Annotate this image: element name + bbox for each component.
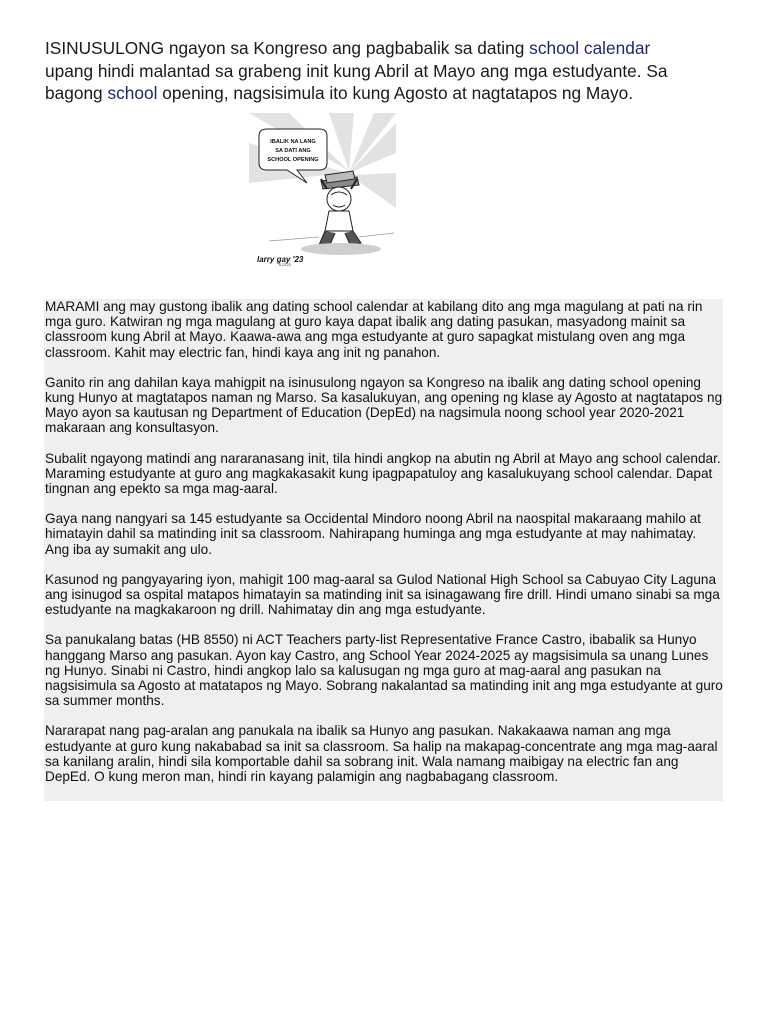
article-body [44, 299, 723, 801]
lead-text-2: upang hindi malantad sa grabeng init kung Abril at Mayo ang mga estudyante. Sa bagong [45, 60, 668, 103]
article-paragraph: MARAMI ang may gustong ibalik ang dating school calendar at kabilang dito ang mga magulang at pati na rin mga guro. Katwiran ng mga magulang at guro kaya dapat ibalik ang dating pasukan, masyadong mainit sa classroom kung Abril at Mayo. Kaawa-awa ang mga estudyante at guro sapagkat mistulang oven ang mga classroom. Kahit may electric fan, hindi kaya ang init ng panahon. [45, 299, 703, 360]
lead-text-1: ISINUSULONG ngayon sa Kongreso ang pagbabalik sa dating [45, 38, 530, 58]
cartoon-signature-date: 6.23.23 [279, 263, 291, 267]
speech-line-2: SA DATI ANG [275, 148, 311, 154]
article-paragraph: Nararapat nang pag-aralan ang panukala na ibalik sa Hunyo ang pasukan. Nakakaawa naman ang mga estudyante at guro kung nakababad sa init sa classroom. Sa halip na makapag-concentrate ang mga mag-aaral sa kanilang aralin, hindi sila komportable dahil sa sobrang init. Wala namang maibigay na electric fan ang DepEd. O kung meron man, hindi rin kayang palamigin ang nagbabagang classroom. [45, 723, 718, 785]
article-paragraph: Ganito rin ang dahilan kaya mahigpit na isinusulong ngayon sa Kongreso na ibalik ang dating school opening kung Hunyo at magtatapos naman ng Marso. Sa kasalukuyan, ang opening ng klase ay Agosto at nagtatapos ng Mayo ayon sa kautusan ng Department of Education (DepEd) na nagsimula noong school year 2020-2021 makaraan ang konsultasyon. [45, 374, 723, 436]
article-paragraph: Kasunod ng pangyayaring iyon, mahigit 100 mag-aaral sa Gulod National High School sa Cabuyao City Laguna ang isinugod sa ospital matapos himatayin sa matinding init sa isinagawang fire drill. Hindi umano sinabi sa mga estudyante na magkakaroon ng drill. Nahimatay din ang mga estudyante. [45, 571, 720, 618]
article-paragraph: Sa panukalang batas (HB 8550) ni ACT Teachers party-list Representative France Castro, ibabalik sa Hunyo hanggang Marso ang pasukan. Ayon kay Castro, ang School Year 2024-2025 ay magsisimula sa unang Lunes ng Hunyo. Sinabi ni Castro, hindi angkop lalo sa kalusugan ng mga guro at mag-aaral ang pasukan na nagsisimula sa Agosto at matatapos ng Mayo. Sobrang nakalantad sa matinding init ang mga estudyante at guro sa summer months. [45, 632, 723, 709]
article-paragraph: Subalit ngayong matindi ang nararanasang init, tila hindi angkop na abutin ng Abril at Mayo ang school calendar. Maraming estudyante at guro ang magkakasakit kung ipagpapatuloy ang kasalukuyang school calendar. Dapat tingnan ang epekto sa mga mag-aaral. [45, 450, 721, 497]
speech-line-1: IBALIK NA LANG [270, 139, 316, 145]
cartoon-signature: larry gay '23 [257, 255, 304, 264]
lead-paragraph [45, 37, 685, 105]
speech-line-3: SCHOOL OPENING [267, 157, 319, 163]
keyword-school[interactable]: school [107, 83, 158, 103]
article-paragraph: Gaya nang nangyari sa 145 estudyante sa Occidental Mindoro noong Abril na naospital makaraang mahilo at himatayin dahil sa matinding init sa classroom. Nahirapang huminga ang mga estudyante at may nahimatay. Ang iba ay sumakit ang ulo. [45, 511, 701, 557]
keyword-school-calendar[interactable]: school calendar [529, 38, 651, 58]
lead-text-3: opening, nagsisimula ito kung Agosto at nagtatapos ng Mayo. [157, 83, 633, 103]
editorial-cartoon [249, 113, 396, 267]
